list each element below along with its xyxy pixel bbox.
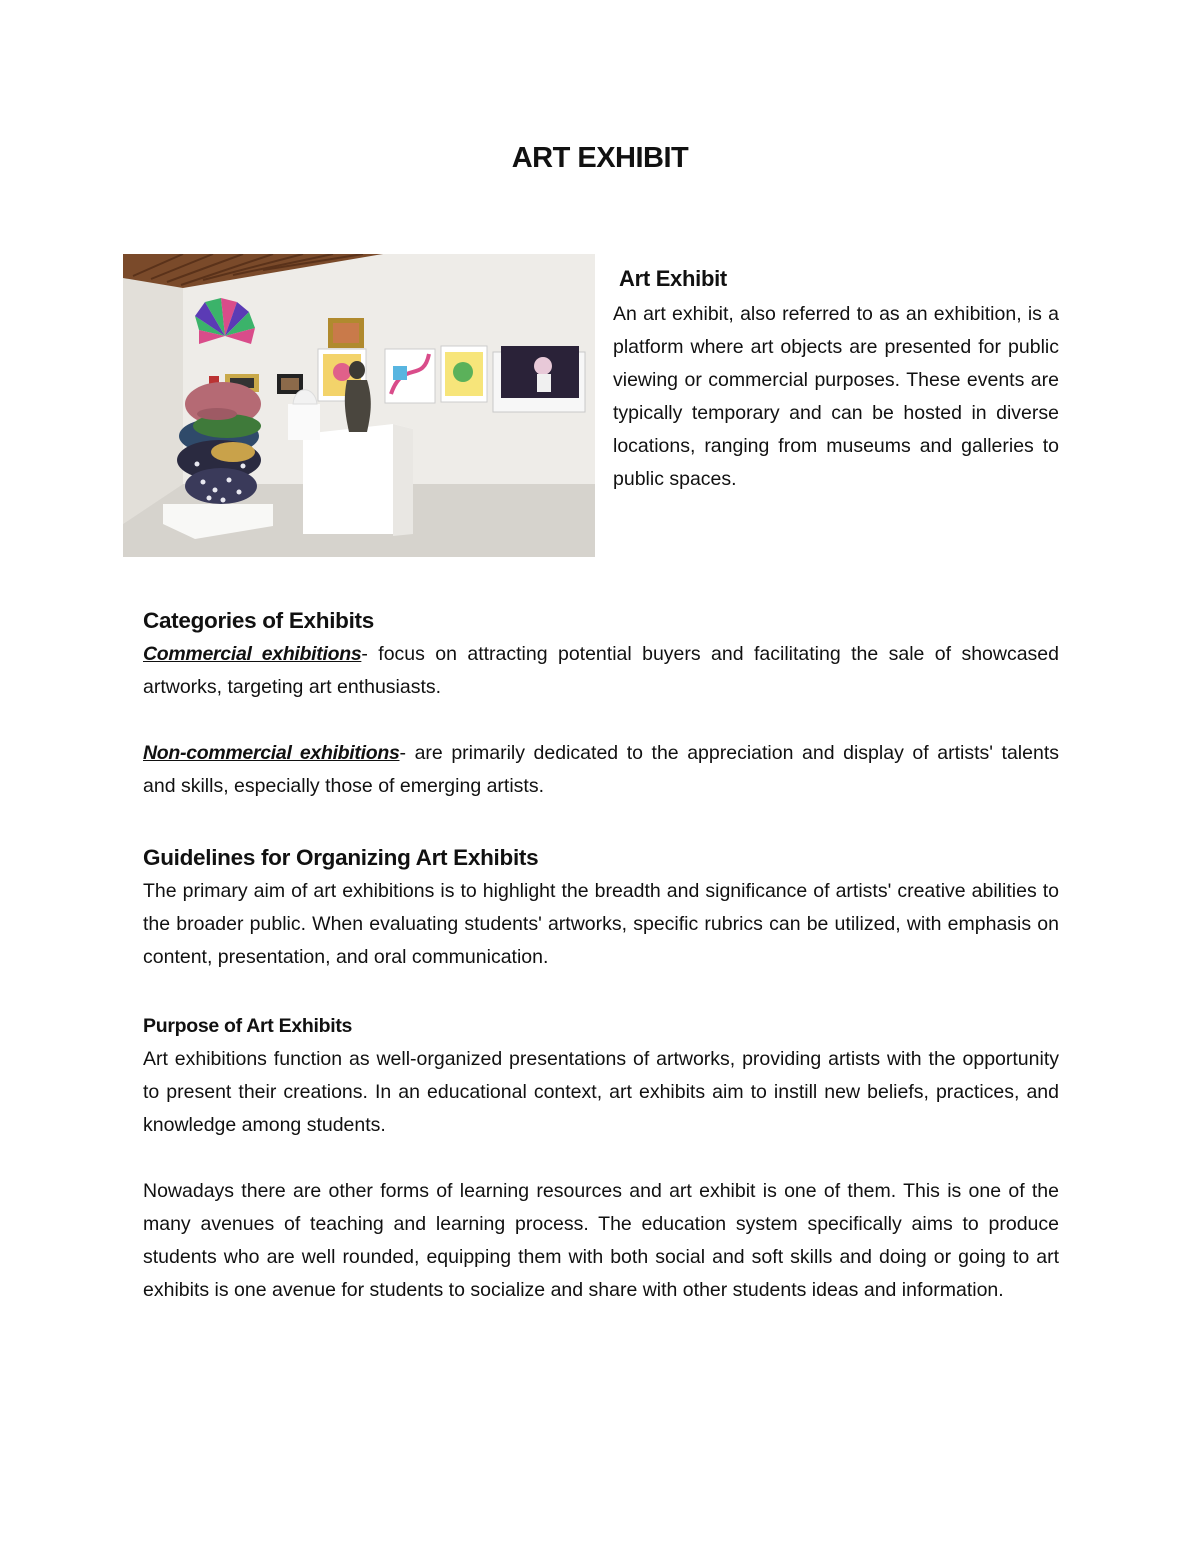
noncommercial-paragraph <box>143 737 1059 803</box>
guidelines-heading: Guidelines for Organizing Art Exhibits <box>143 845 539 870</box>
commercial-description: - focus on attracting potential buyers and facilitating the sale of showcased artworks, targeting art enthusiasts. <box>143 643 1059 698</box>
intro-heading: Art Exhibit <box>619 266 727 291</box>
document-title: ART EXHIBIT <box>511 142 689 174</box>
commercial-paragraph <box>143 638 1059 704</box>
noncommercial-description: - are primarily dedicated to the appreciation and display of artists' talents and skills, especially those of emerging artists. <box>143 742 1059 797</box>
purpose-section <box>143 1010 1059 1307</box>
purpose-paragraph: Art exhibitions function as well-organized presentations of artworks, providing artists with the opportunity to present their creations. In an educational context, art exhibits aim to instill new beliefs, practices, and knowledge among students. <box>143 1048 1059 1136</box>
gallery-photo <box>123 254 595 557</box>
categories-heading: Categories of Exhibits <box>143 608 374 633</box>
intro-section <box>613 262 1059 496</box>
purpose-heading: Purpose of Art Exhibits <box>143 1015 353 1037</box>
guidelines-section <box>143 841 1059 974</box>
guidelines-paragraph: The primary aim of art exhibitions is to highlight the breadth and significance of artists' creative abilities to the broader public. When evaluating students' artworks, specific rubrics can be utilized, with emphasis on content, presentation, and oral communication. <box>143 880 1059 968</box>
commercial-term: Commercial exhibitions <box>143 643 362 665</box>
categories-section <box>143 604 1059 803</box>
noncommercial-term: Non-commercial exhibitions <box>143 742 400 764</box>
intro-paragraph: An art exhibit, also referred to as an exhibition, is a platform where art objects are presented for public viewing or commercial purposes. These events are typically temporary and can be hosted in diverse locations, ranging from museums and galleries to public spaces. <box>613 303 1059 490</box>
purpose-paragraph-2: Nowadays there are other forms of learning resources and art exhibit is one of them. This is one of the many avenues of teaching and learning process. The education system specifically aims to produce students who are well rounded, equipping them with both social and soft skills and doing or going to art exhibits is one avenue for students to socialize and share with other students ideas and information. <box>143 1180 1059 1301</box>
